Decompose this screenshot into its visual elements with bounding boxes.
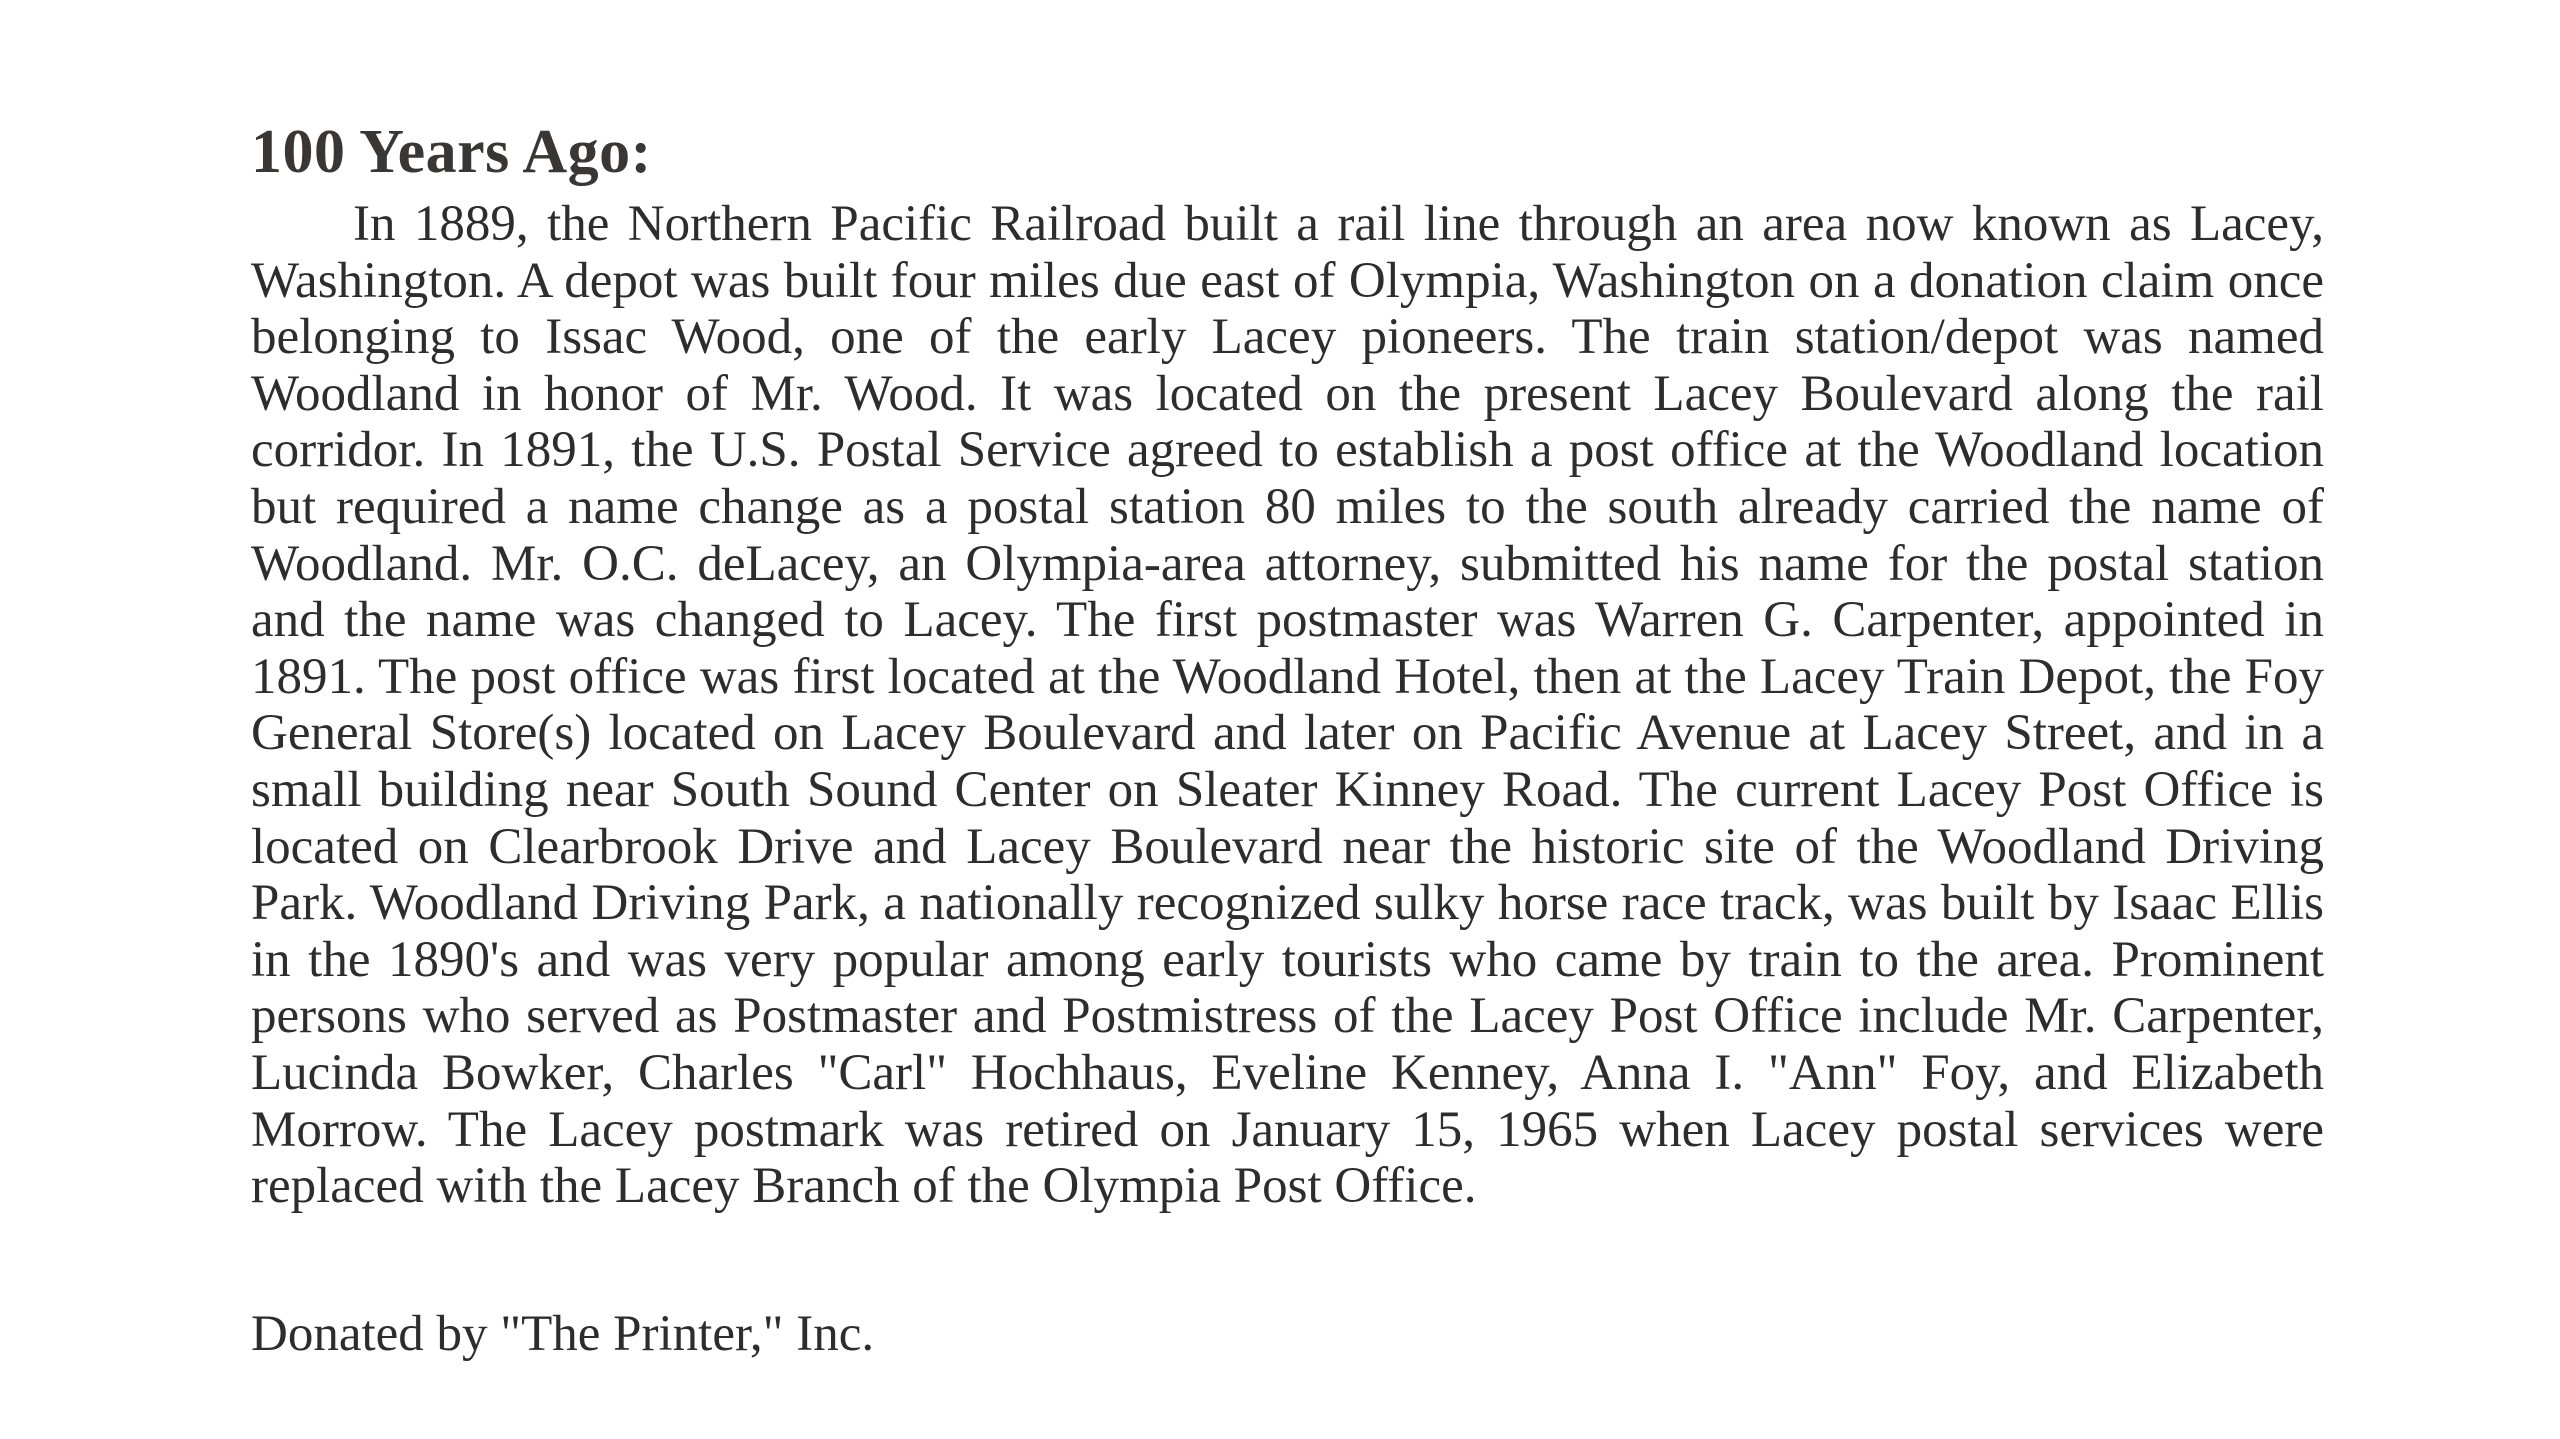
- donation-credit: Donated by "The Printer," Inc.: [251, 1306, 875, 1362]
- section-heading: 100 Years Ago:: [251, 118, 652, 186]
- history-paragraph: In 1889, the Northern Pacific Railroad built a rail line through an area now known as Lacey, Washington. A depot was built four miles due east of Olympia, Washington on a donation claim once belonging to Issac Wood, one of the early Lacey pioneers. The train station/depot was named Woodland in honor of Mr. Wood. It was located on the present Lacey Boulevard along the rail corridor. In 1891, the U.S. Postal Service agreed to establish a post office at the Woodland location but required a name change as a postal station 80 miles to the south already carried the name of Woodland. Mr. O.C. deLacey, an Olympia-area attorney, submitted his name for the postal station and the name was changed to Lacey. The first postmaster was Warren G. Carpenter, appointed in 1891. The post office was first located at the Woodland Hotel, then at the Lacey Train Depot, the Foy General Store(s) located on Lacey Boulevard and later on Pacific Avenue at Lacey Street, and in a small building near South Sound Center on Sleater Kinney Road. The current Lacey Post Office is located on Clearbrook Drive and Lacey Boulevard near the historic site of the Woodland Driving Park. Woodland Driving Park, a nationally recognized sulky horse race track, was built by Isaac Ellis in the 1890's and was very popular among early tourists who came by train to the area. Prominent persons who served as Postmaster and Postmistress of the Lacey Post Office include Mr. Carpenter, Lucinda Bowker, Charles "Carl" Hochhaus, Eveline Kenney, Anna I. "Ann" Foy, and Elizabeth Morrow. The Lacey postmark was retired on January 15, 1965 when Lacey postal services were replaced with the Lacey Branch of the Olympia Post Office.: [251, 196, 2324, 1215]
